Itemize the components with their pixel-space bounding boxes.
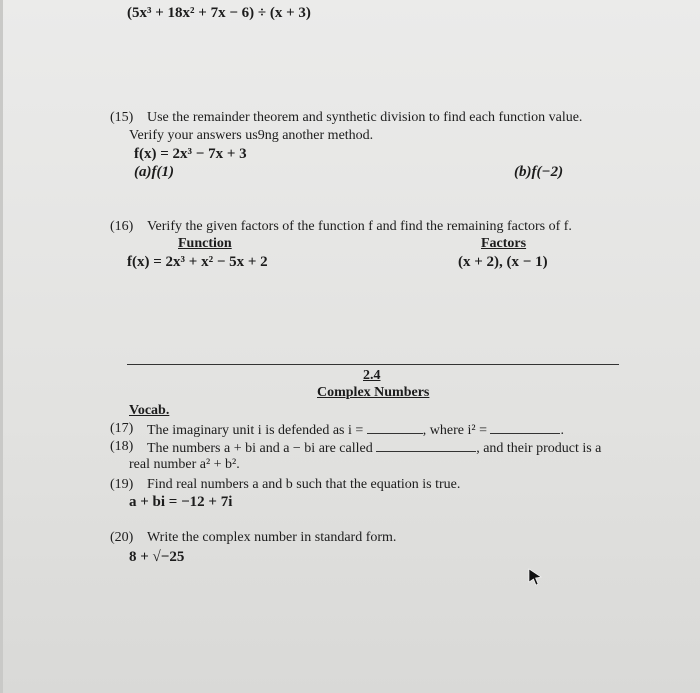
q15-function: f(x) = 2x³ − 7x + 3: [134, 146, 247, 162]
q15-part-a: (a)f(1): [134, 164, 174, 180]
q19-equation: a + bi = −12 + 7i: [129, 494, 233, 510]
q16-factors-heading: Factors: [481, 236, 527, 251]
q15-part-b: (b)f(−2): [514, 164, 564, 180]
q16-instruction: Verify the given factors of the function f and find the remaining factors of f.: [147, 219, 572, 234]
q17-text-part2: , where i² =: [422, 423, 487, 438]
vocab-heading: Vocab.: [129, 403, 170, 418]
q16-function-heading: Function: [178, 236, 232, 251]
q19-instruction: Find real numbers a and b such that the equation is true.: [147, 477, 461, 492]
q20-instruction: Write the complex number in standard form.: [147, 530, 397, 545]
q17-end-period: .: [560, 423, 564, 438]
top-expression: (5x³ + 18x² + 7x − 6) ÷ (x + 3): [127, 5, 311, 21]
q18-number: (18): [110, 439, 134, 454]
q19-number: (19): [110, 477, 134, 492]
q20-number: (20): [110, 530, 134, 545]
q17-number: (17): [110, 421, 134, 436]
q18-text-part2: , and their product is a: [476, 441, 602, 456]
q15-number: (15): [110, 110, 134, 125]
q20-expression: 8 + √−25: [129, 549, 185, 565]
mouse-pointer-icon: [527, 568, 543, 586]
q16-function: f(x) = 2x³ + x² − 5x + 2: [127, 254, 268, 270]
q16-factors: (x + 2), (x − 1): [458, 254, 548, 270]
q15-instruction-line1: Use the remainder theorem and synthetic division to find each function value.: [147, 110, 583, 125]
q18-text-part1: The numbers a + bi and a − bi are called: [147, 441, 373, 456]
q17-blank-1[interactable]: [367, 421, 423, 434]
q15-instruction-line2: Verify your answers us9ng another method.: [129, 128, 374, 143]
q18-blank[interactable]: [376, 439, 476, 452]
section-number: 2.4: [363, 368, 381, 383]
q18-row: [147, 439, 601, 457]
q18-line2: real number a² + b².: [129, 457, 240, 472]
section-title: Complex Numbers: [317, 385, 430, 400]
section-divider: [127, 364, 619, 365]
q17-blank-2[interactable]: [490, 421, 560, 434]
q16-number: (16): [110, 219, 134, 234]
q17-row: [147, 421, 564, 439]
q17-text-part1: The imaginary unit i is defended as i =: [147, 423, 364, 438]
